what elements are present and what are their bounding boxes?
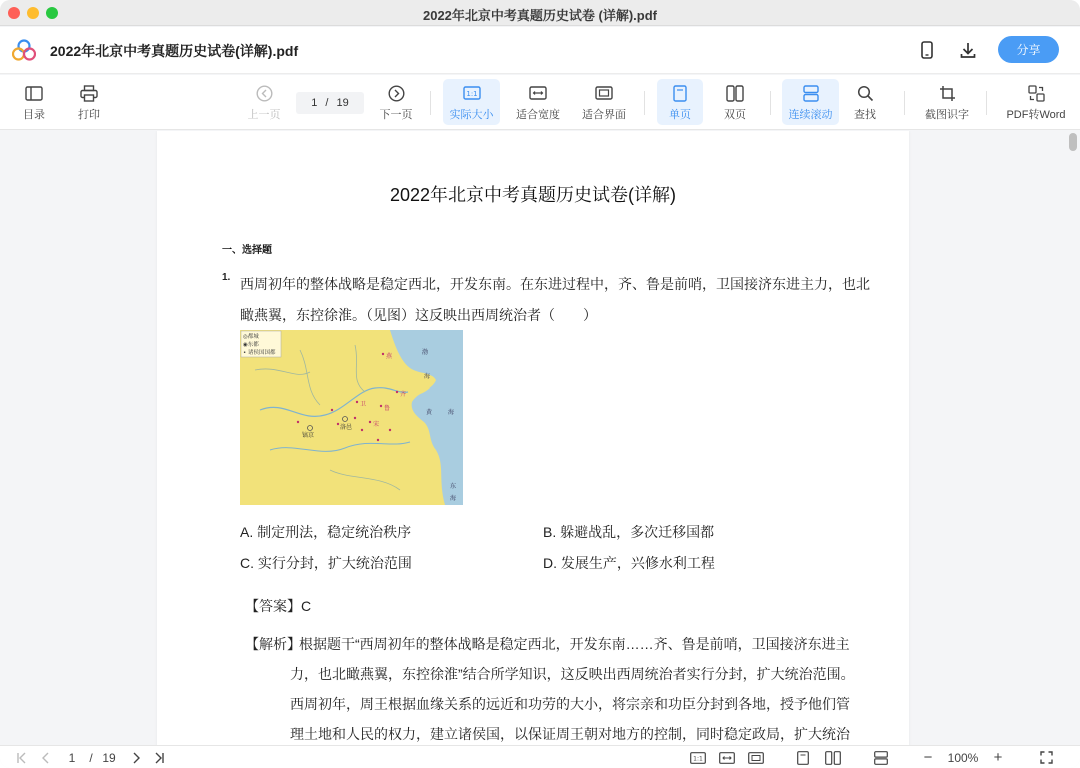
option-a: A. 制定刑法，稳定统治秩序 [240,524,412,540]
screenshot-ocr-button[interactable] [920,79,974,125]
map-label-state: 宋 [373,421,380,428]
continuous-scroll-icon [874,751,888,765]
svg-text:1:1: 1:1 [693,755,703,762]
map-label-state: 鲁 [384,405,391,412]
option-d: D. 发展生产，兴修水利工程 [543,555,715,571]
toolbar-divider [986,91,987,115]
share-button[interactable]: 分享 [998,36,1059,63]
chevron-left-icon [41,752,51,764]
pdf-to-word-button[interactable] [1000,79,1072,125]
bottom-fit-page-button[interactable] [746,749,766,766]
fit-page-icon [595,86,613,100]
map-legend-item: • 诸侯国国都 [243,350,276,356]
map-label-sea: 东 [450,483,457,490]
window-title: 2022年北京中考真题历史试卷 (详解).pdf [422,8,657,23]
actual-size-icon [463,86,481,100]
print-button[interactable] [69,79,109,125]
current-page: 1 [311,97,318,109]
map-legend-item: ◉东都 [243,342,259,348]
download-button[interactable] [957,39,979,61]
print-label: 打印 [78,109,100,121]
answer-value: C [301,598,312,614]
toolbar-divider [904,91,905,115]
chevron-right-circle-icon [388,85,405,102]
fit-width-icon [529,86,547,100]
double-page-icon [726,85,744,102]
screenshot-ocr-label: 截图识字 [925,109,969,121]
vertical-scrollbar[interactable] [1069,133,1077,151]
page-number-input[interactable] [296,92,364,114]
fit-page-label: 适合界面 [582,109,626,121]
question-number: 1. [222,272,231,283]
total-pages: 19 [336,97,349,109]
document-viewport[interactable] [0,131,1080,745]
last-page-icon [153,752,165,764]
prev-page-small-button[interactable] [38,749,54,766]
first-page-icon [16,752,28,764]
western-zhou-map [240,330,463,505]
toolbar-divider [770,91,771,115]
bottom-total-pages: 19 [102,750,116,765]
toc-label: 目录 [23,109,45,121]
svg-text:1:1: 1:1 [465,90,478,98]
app-header [0,27,1080,74]
single-page-button[interactable] [657,79,703,125]
find-label: 查找 [854,109,876,121]
sidebar-icon [25,86,43,101]
bottom-single-page-button[interactable] [794,749,812,766]
question-text-line: 西周初年的整体战略是稳定西北，开发东南。在东进过程中，齐、鲁是前哨，卫国接济东进主力，也北 [240,276,870,292]
zoom-out-button[interactable]: − [923,749,933,766]
map-label-state: 卫 [360,401,367,408]
document-title: 2022年北京中考真题历史试卷(详解).pdf [50,43,299,59]
double-page-button[interactable] [712,79,758,125]
double-page-label: 双页 [724,109,746,121]
fit-page-icon [748,752,764,764]
fit-width-icon [719,752,735,764]
prev-page-button[interactable] [242,79,286,125]
last-page-button[interactable] [151,749,167,766]
first-page-button[interactable] [14,749,30,766]
map-label-sea: 黄 [426,409,433,416]
map-legend-item: ◎都城 [243,334,259,340]
toolbar-divider [644,91,645,115]
pdf-title: 2022年北京中考真题历史试卷(详解) [389,185,677,205]
map-label-sea: 渤 [422,349,429,356]
single-page-icon [673,85,687,102]
toc-button[interactable] [14,79,54,125]
zoom-in-button[interactable]: + [993,749,1003,766]
continuous-scroll-icon [803,85,819,102]
fit-width-button[interactable] [510,79,566,125]
mobile-view-button[interactable] [916,39,938,61]
fullscreen-icon [1040,751,1053,764]
next-page-small-button[interactable] [128,749,144,766]
map-label-sea: 海 [424,373,431,380]
fit-page-button[interactable] [576,79,632,125]
printer-icon [80,85,98,102]
app-logo-icon [12,39,36,61]
convert-icon [1028,85,1045,102]
analysis-line: 力，也北瞰燕翼，东控徐淮”结合所学知识，这反映出西周统治者实行分封，扩大统治范围。 [290,666,855,682]
actual-size-icon [690,752,706,764]
option-b: B. 躲避战乱，多次迁移国都 [543,524,715,540]
double-page-icon [825,751,841,765]
chevron-right-icon [131,752,141,764]
bottom-fit-width-button[interactable] [717,749,737,766]
map-label-sea: 海 [450,495,457,502]
map-label-capital: 镐京 [302,432,315,439]
fullscreen-button[interactable] [1037,749,1055,766]
actual-size-button[interactable] [443,79,500,125]
continuous-scroll-label: 连续滚动 [788,109,833,121]
map-label-sea: 海 [448,409,455,416]
find-button[interactable] [845,79,885,125]
crop-icon [939,85,956,102]
title-bar [0,0,1080,26]
phone-icon [920,41,934,59]
toolbar-divider [430,91,431,115]
download-icon [959,41,977,59]
bottom-double-page-button[interactable] [823,749,843,766]
continuous-scroll-button[interactable] [782,79,839,125]
map-label-state: 燕 [386,353,393,360]
bottom-current-page[interactable]: 1 [68,750,76,765]
map-label-state: 齐 [400,391,407,398]
page-separator: / [325,97,329,109]
answer [245,596,311,616]
single-page-icon [797,751,809,765]
pdf-to-word-label: PDF转Word [1006,109,1066,121]
section-heading: 一、选择题 [222,245,272,256]
next-page-label: 下一页 [379,109,413,121]
search-icon [857,85,874,102]
analysis-line: 理土地和人民的权力，建立诸侯国，以保证周王朝对地方的控制，同时稳定政局，扩大统治 [290,726,850,742]
analysis-line: 根据题干“西周初年的整体战略是稳定西北，开发东南……齐、鲁是前哨，卫国接济东进主 [299,636,850,652]
analysis-line: 西周初年，周王根据血缘关系的远近和功劳的大小，将宗亲和功臣分封到各地，授予他们管 [290,696,850,712]
map-label-capital: 洛邑 [340,424,353,431]
answer-label: 【答案】 [245,598,301,614]
analysis-label: 【解析】 [245,636,301,652]
option-c: C. 实行分封，扩大统治范围 [240,555,412,571]
toolbar [0,75,1080,130]
single-page-label: 单页 [669,109,691,121]
bottom-bar [0,745,1080,768]
actual-size-label: 实际大小 [449,109,494,121]
bottom-continuous-scroll-button[interactable] [871,749,891,766]
prev-page-label: 上一页 [247,109,281,121]
zoom-level[interactable]: 100% [947,750,979,765]
fit-width-label: 适合宽度 [516,109,560,121]
next-page-button[interactable] [374,79,418,125]
bottom-actual-size-button[interactable] [688,749,708,766]
question-text-line: 瞰燕翼，东控徐淮。（见图）这反映出西周统治者（ ） [240,307,597,323]
pdf-page [157,131,909,745]
bottom-page-separator: / [89,750,93,765]
chevron-left-circle-icon [256,85,273,102]
